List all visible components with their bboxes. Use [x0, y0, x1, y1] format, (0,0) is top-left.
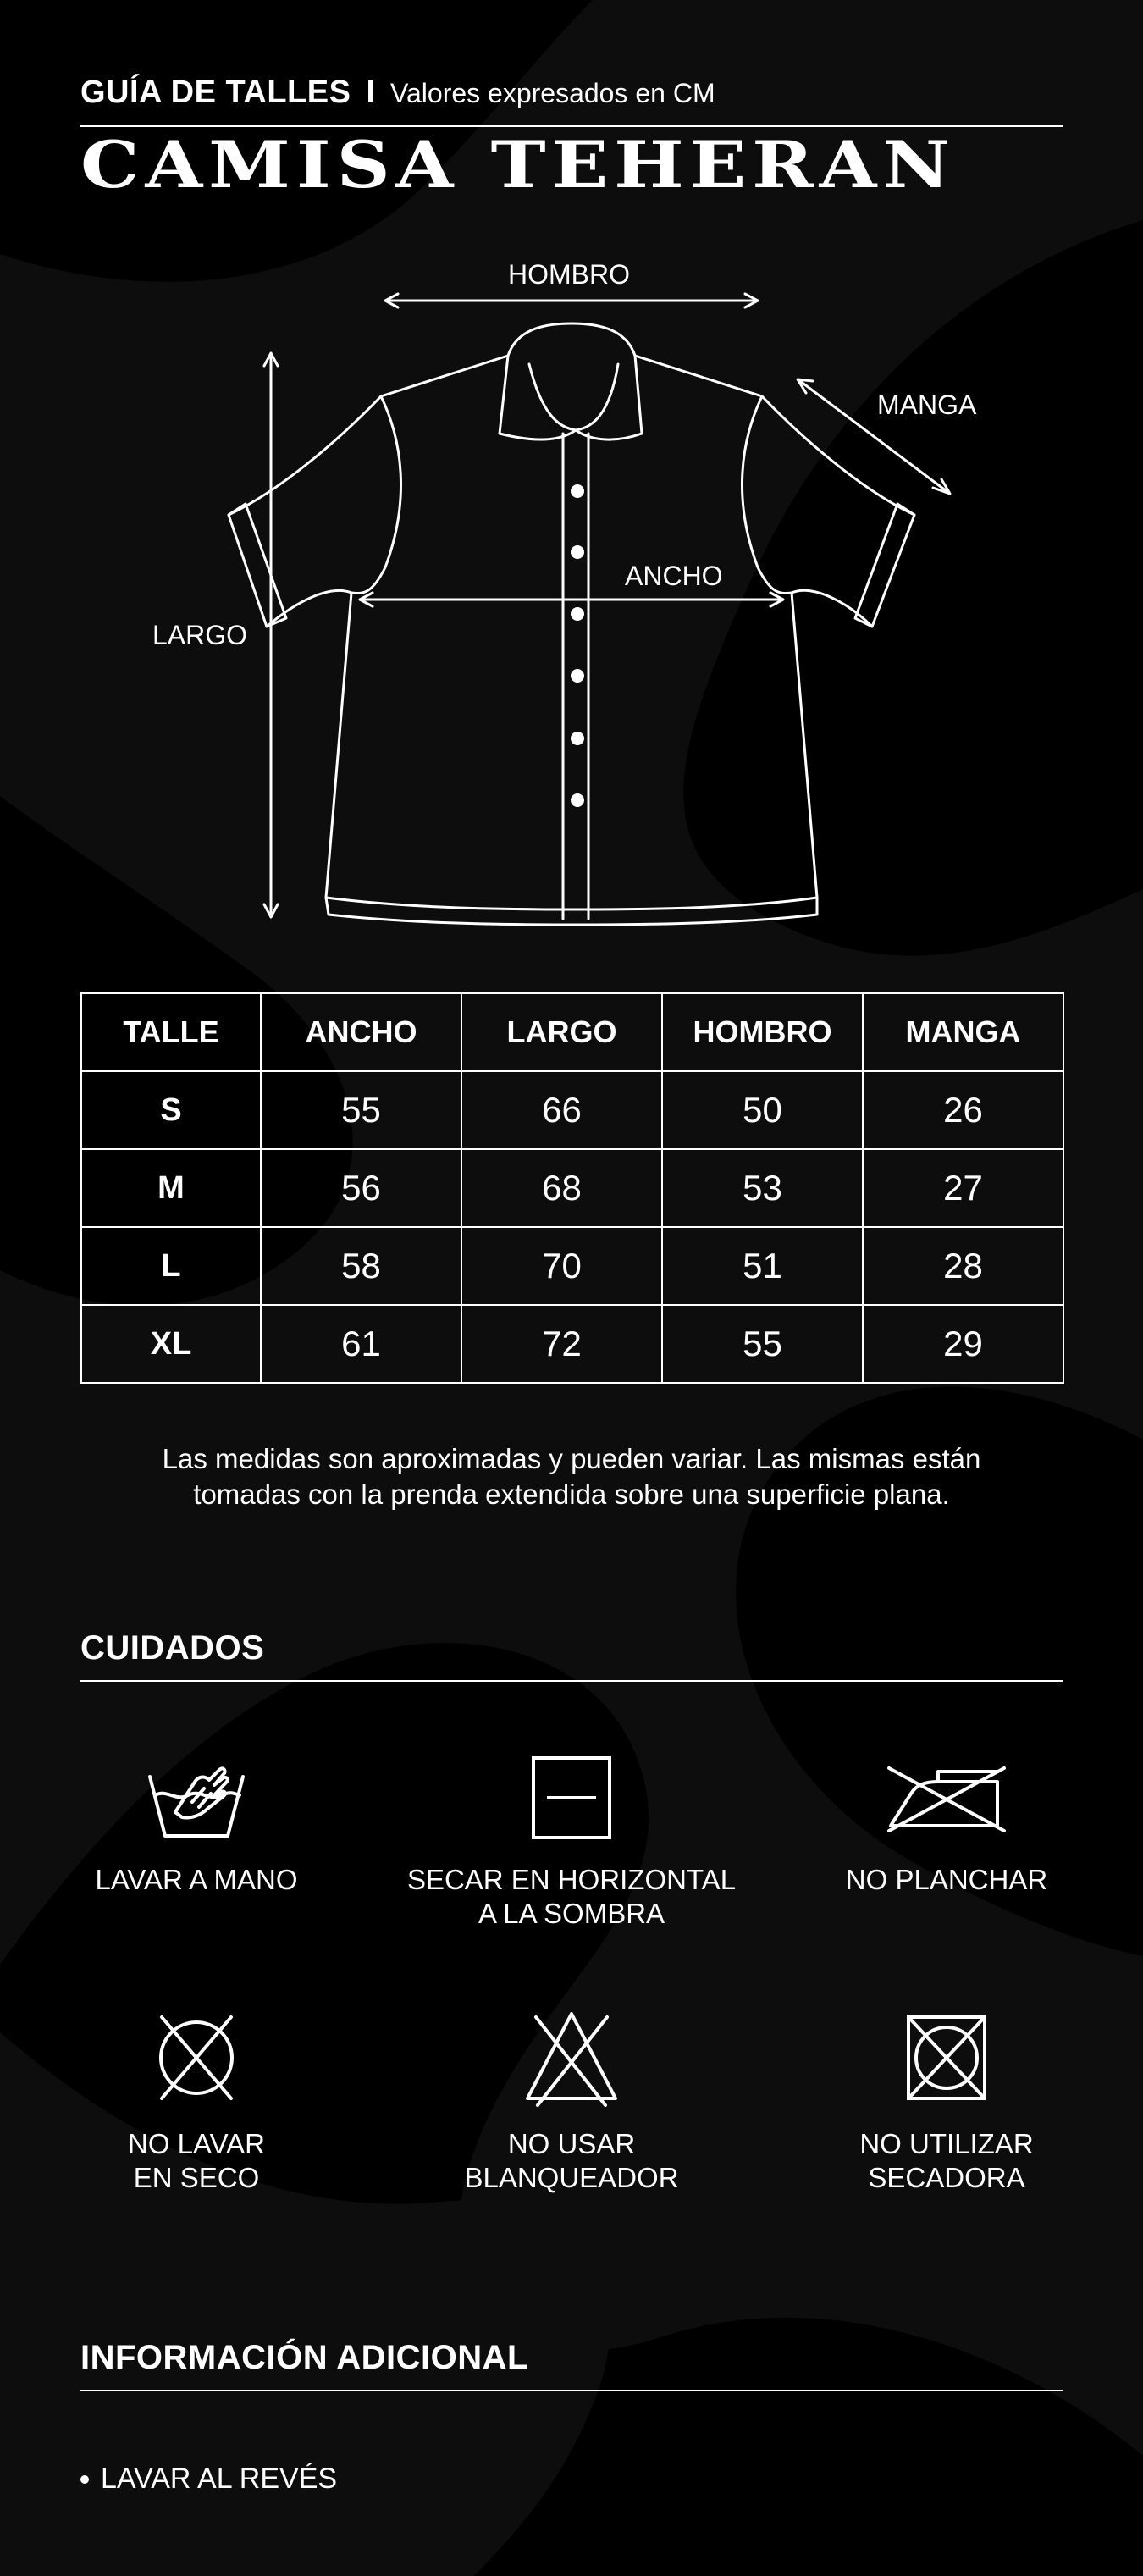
column-header-sleeve: MANGA — [863, 993, 1063, 1071]
no-bleach-icon — [521, 2007, 622, 2109]
shoulder-label: HOMBRO — [508, 259, 630, 290]
care-label: NO LAVAR EN SECO — [128, 2128, 265, 2193]
width-cell: 56 — [261, 1149, 461, 1227]
bullet-icon — [80, 2475, 89, 2484]
length-label: LARGO — [152, 620, 248, 650]
length-cell: 72 — [461, 1305, 662, 1383]
shirt-measurement-diagram — [0, 246, 1143, 940]
sleeve-cell: 29 — [863, 1305, 1063, 1383]
care-label: NO USAR BLANQUEADOR — [464, 2128, 679, 2193]
table-header-row — [81, 993, 1063, 1071]
column-header-length: LARGO — [461, 993, 662, 1071]
care-item-dry-flat-shade — [385, 1751, 758, 1931]
shoulder-cell: 55 — [662, 1305, 863, 1383]
dry-flat-shade-icon — [525, 1751, 618, 1844]
additional-info-title: INFORMACIÓN ADICIONAL — [80, 2339, 528, 2376]
title-separator: I — [366, 75, 376, 110]
guide-header — [80, 75, 1063, 119]
additional-info-divider — [80, 2390, 1063, 2391]
no-dry-clean-icon — [150, 2007, 243, 2109]
units-note: Valores expresados en CM — [390, 78, 715, 108]
size-cell: S — [81, 1071, 261, 1149]
care-label: NO UTILIZAR SECADORA — [859, 2128, 1034, 2193]
shoulder-cell: 51 — [662, 1227, 863, 1305]
no-iron-icon — [879, 1751, 1014, 1844]
column-header-size: TALLE — [81, 993, 261, 1071]
list-item — [80, 2463, 337, 2496]
length-cell: 70 — [461, 1227, 662, 1305]
table-row — [81, 1149, 1063, 1227]
table-row — [81, 1305, 1063, 1383]
shoulder-cell: 53 — [662, 1149, 863, 1227]
measurement-note — [80, 1441, 1063, 1512]
length-cell: 68 — [461, 1149, 662, 1227]
size-cell: XL — [81, 1305, 261, 1383]
width-cell: 61 — [261, 1305, 461, 1383]
hand-wash-icon — [141, 1751, 251, 1844]
table-row — [81, 1071, 1063, 1149]
note-line: tomadas con la prenda extendida sobre una superficie plana. — [193, 1479, 950, 1510]
product-title: CAMISA TEHERAN — [80, 127, 957, 202]
size-table — [80, 992, 1064, 1384]
care-item-hand-wash — [10, 1751, 383, 1897]
care-item-no-iron — [760, 1751, 1133, 1897]
length-cell: 66 — [461, 1071, 662, 1149]
note-line: Las medidas son aproximadas y pueden variar. Las mismas están — [162, 1443, 981, 1474]
care-label: LAVAR A MANO — [95, 1864, 298, 1895]
no-tumble-dry-icon — [900, 2007, 993, 2109]
care-label: NO PLANCHAR — [845, 1864, 1048, 1895]
sleeve-cell: 27 — [863, 1149, 1063, 1227]
width-cell: 58 — [261, 1227, 461, 1305]
care-section-title: CUIDADOS — [80, 1629, 265, 1667]
sleeve-label: MANGA — [877, 390, 977, 420]
table-row — [81, 1227, 1063, 1305]
column-header-width: ANCHO — [261, 993, 461, 1071]
column-header-shoulder: HOMBRO — [662, 993, 863, 1071]
sleeve-cell: 26 — [863, 1071, 1063, 1149]
guide-title: GUÍA DE TALLES — [80, 75, 351, 110]
sleeve-cell: 28 — [863, 1227, 1063, 1305]
care-item-no-tumble-dry — [760, 2007, 1133, 2195]
size-cell: L — [81, 1227, 261, 1305]
size-cell: M — [81, 1149, 261, 1227]
additional-info-text: LAVAR AL REVÉS — [101, 2463, 338, 2495]
care-divider — [80, 1680, 1063, 1682]
width-cell: 55 — [261, 1071, 461, 1149]
care-label: SECAR EN HORIZONTAL A LA SOMBRA — [406, 1864, 737, 1929]
width-label: ANCHO — [625, 561, 723, 591]
shirt-outline-icon — [0, 246, 1143, 940]
shoulder-cell: 50 — [662, 1071, 863, 1149]
care-item-no-bleach — [385, 2007, 758, 2195]
care-item-no-dry-clean — [10, 2007, 383, 2195]
